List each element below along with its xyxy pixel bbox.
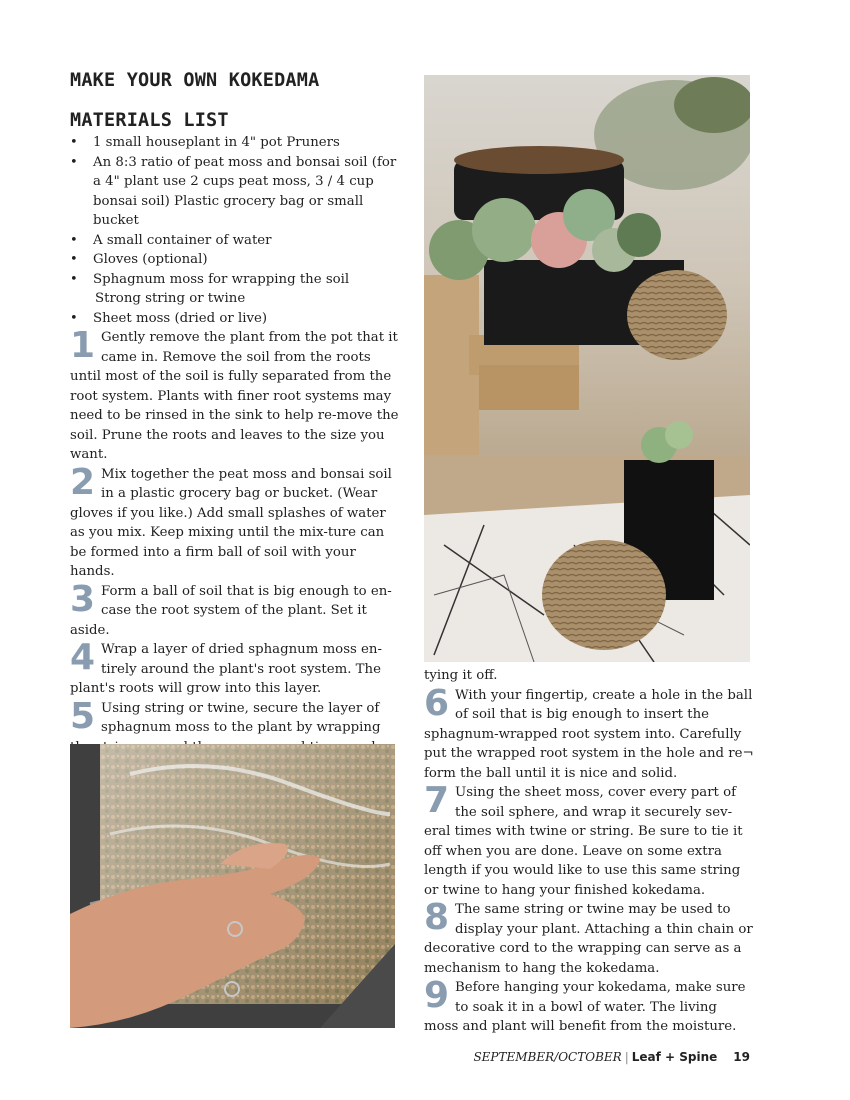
list-item: • A small container of water (70, 231, 400, 251)
step-5-continuation: tying it off. (424, 668, 498, 683)
step-number: 4 (70, 637, 96, 678)
step-1 (70, 325, 400, 465)
step-2 (70, 461, 400, 582)
step-number: 1 (70, 325, 96, 366)
article-title: MAKE YOUR OWN KOKEDAMA (70, 70, 320, 91)
step-text: Wrap a layer of dried sphagnum moss en-tirely around the plant's root system. The plant's roots will grow into this layer. (70, 642, 382, 696)
page-footer (473, 1050, 750, 1064)
step-number: 7 (424, 780, 450, 821)
list-item: • Gloves (optional) (70, 250, 400, 270)
step-number: 5 (70, 695, 96, 737)
bullet-icon: • (70, 252, 78, 267)
right-column (424, 666, 754, 1037)
step-3 (70, 578, 400, 641)
bullet-icon: • (70, 135, 78, 150)
magazine-issue: SEPTEMBER/OCTOBER (473, 1050, 622, 1064)
list-item: • Sheet moss (dried or live) (70, 309, 400, 329)
bullet-icon: • (70, 310, 78, 326)
step-text: Gently remove the plant from the pot that it came in. Remove the soil from the roots until most of the soil is fully separated from the root system. Plants with finer root systems may need to be rinsed in the sink to help re-move the soil. Prune the roots and leaves to the size you want. (70, 330, 399, 462)
footer-separator: | (624, 1050, 629, 1064)
list-item: • Sphagnum moss for wrapping the soil (70, 270, 400, 290)
step-9 (424, 975, 754, 1037)
step-7 (424, 780, 754, 900)
materials-list (70, 133, 400, 328)
step-text: Mix together the peat moss and bonsai soil in a plastic grocery bag or bucket. (Wear gloves if you like.) Add small splashes of water as you mix. Keep mixing until the mix-ture can be formed into a firm ball of soil with your hands. (70, 466, 392, 579)
step-8 (424, 897, 754, 978)
list-item: • An 8:3 ratio of peat moss and bonsai soil (for a 4" plant use 2 cups peat moss, 3 / 4 cup bonsai soil) Plastic grocery bag or small bucket (70, 154, 397, 228)
moss-hand-photo (70, 744, 395, 1028)
step-number: 3 (70, 578, 96, 620)
step-6 (424, 682, 754, 784)
step-number: 6 (424, 682, 450, 724)
magazine-title: Leaf + Spine (631, 1050, 718, 1064)
step-text: Form a ball of soil that is big enough to en-case the root system of the plant. Set it aside. (70, 583, 392, 638)
bullet-icon: • (70, 232, 78, 248)
page-number: 19 (733, 1050, 750, 1064)
list-item: Strong string or twine (95, 291, 246, 306)
step-text: Using string or twine, secure the layer of sphagnum moss to the plant by wrapping (101, 700, 381, 735)
step-number: 2 (70, 461, 96, 503)
step-4 (70, 637, 400, 699)
step-text: Before hanging your kokedama, make sure to soak it in a bowl of water. The living moss and plant will benefit from the moisture. (424, 980, 746, 1034)
step-text: Using the sheet moss, cover every part of the soil sphere, and wrap it securely sev-eral times with twine or string. Be sure to tie it off when you are done. Leave on some extra length if you would like to use this same string or twine to hang your finished kokedama. (424, 785, 743, 898)
step-text: With your fingertip, create a hole in the ball of soil that is big enough to insert the sphagnum-wrapped root system into. Carefully put the wrapped root system in the hole and re¬ form the ball until it is nice and solid. (424, 687, 754, 781)
step-number: 8 (424, 897, 450, 938)
step-number: 9 (424, 975, 450, 1016)
succulents-photo (424, 75, 750, 662)
left-column (70, 70, 400, 757)
step-text: The same string or twine may be used to display your plant. Attaching a thin chain or decorative cord to the wrapping can serve as a mechanism to hang the kokedama. (424, 902, 753, 976)
materials-heading: MATERIALS LIST (70, 110, 229, 131)
bullet-icon: • (70, 154, 78, 170)
bullet-icon: • (70, 271, 78, 287)
list-item: • 1 small houseplant in 4" pot Pruners (70, 133, 400, 153)
